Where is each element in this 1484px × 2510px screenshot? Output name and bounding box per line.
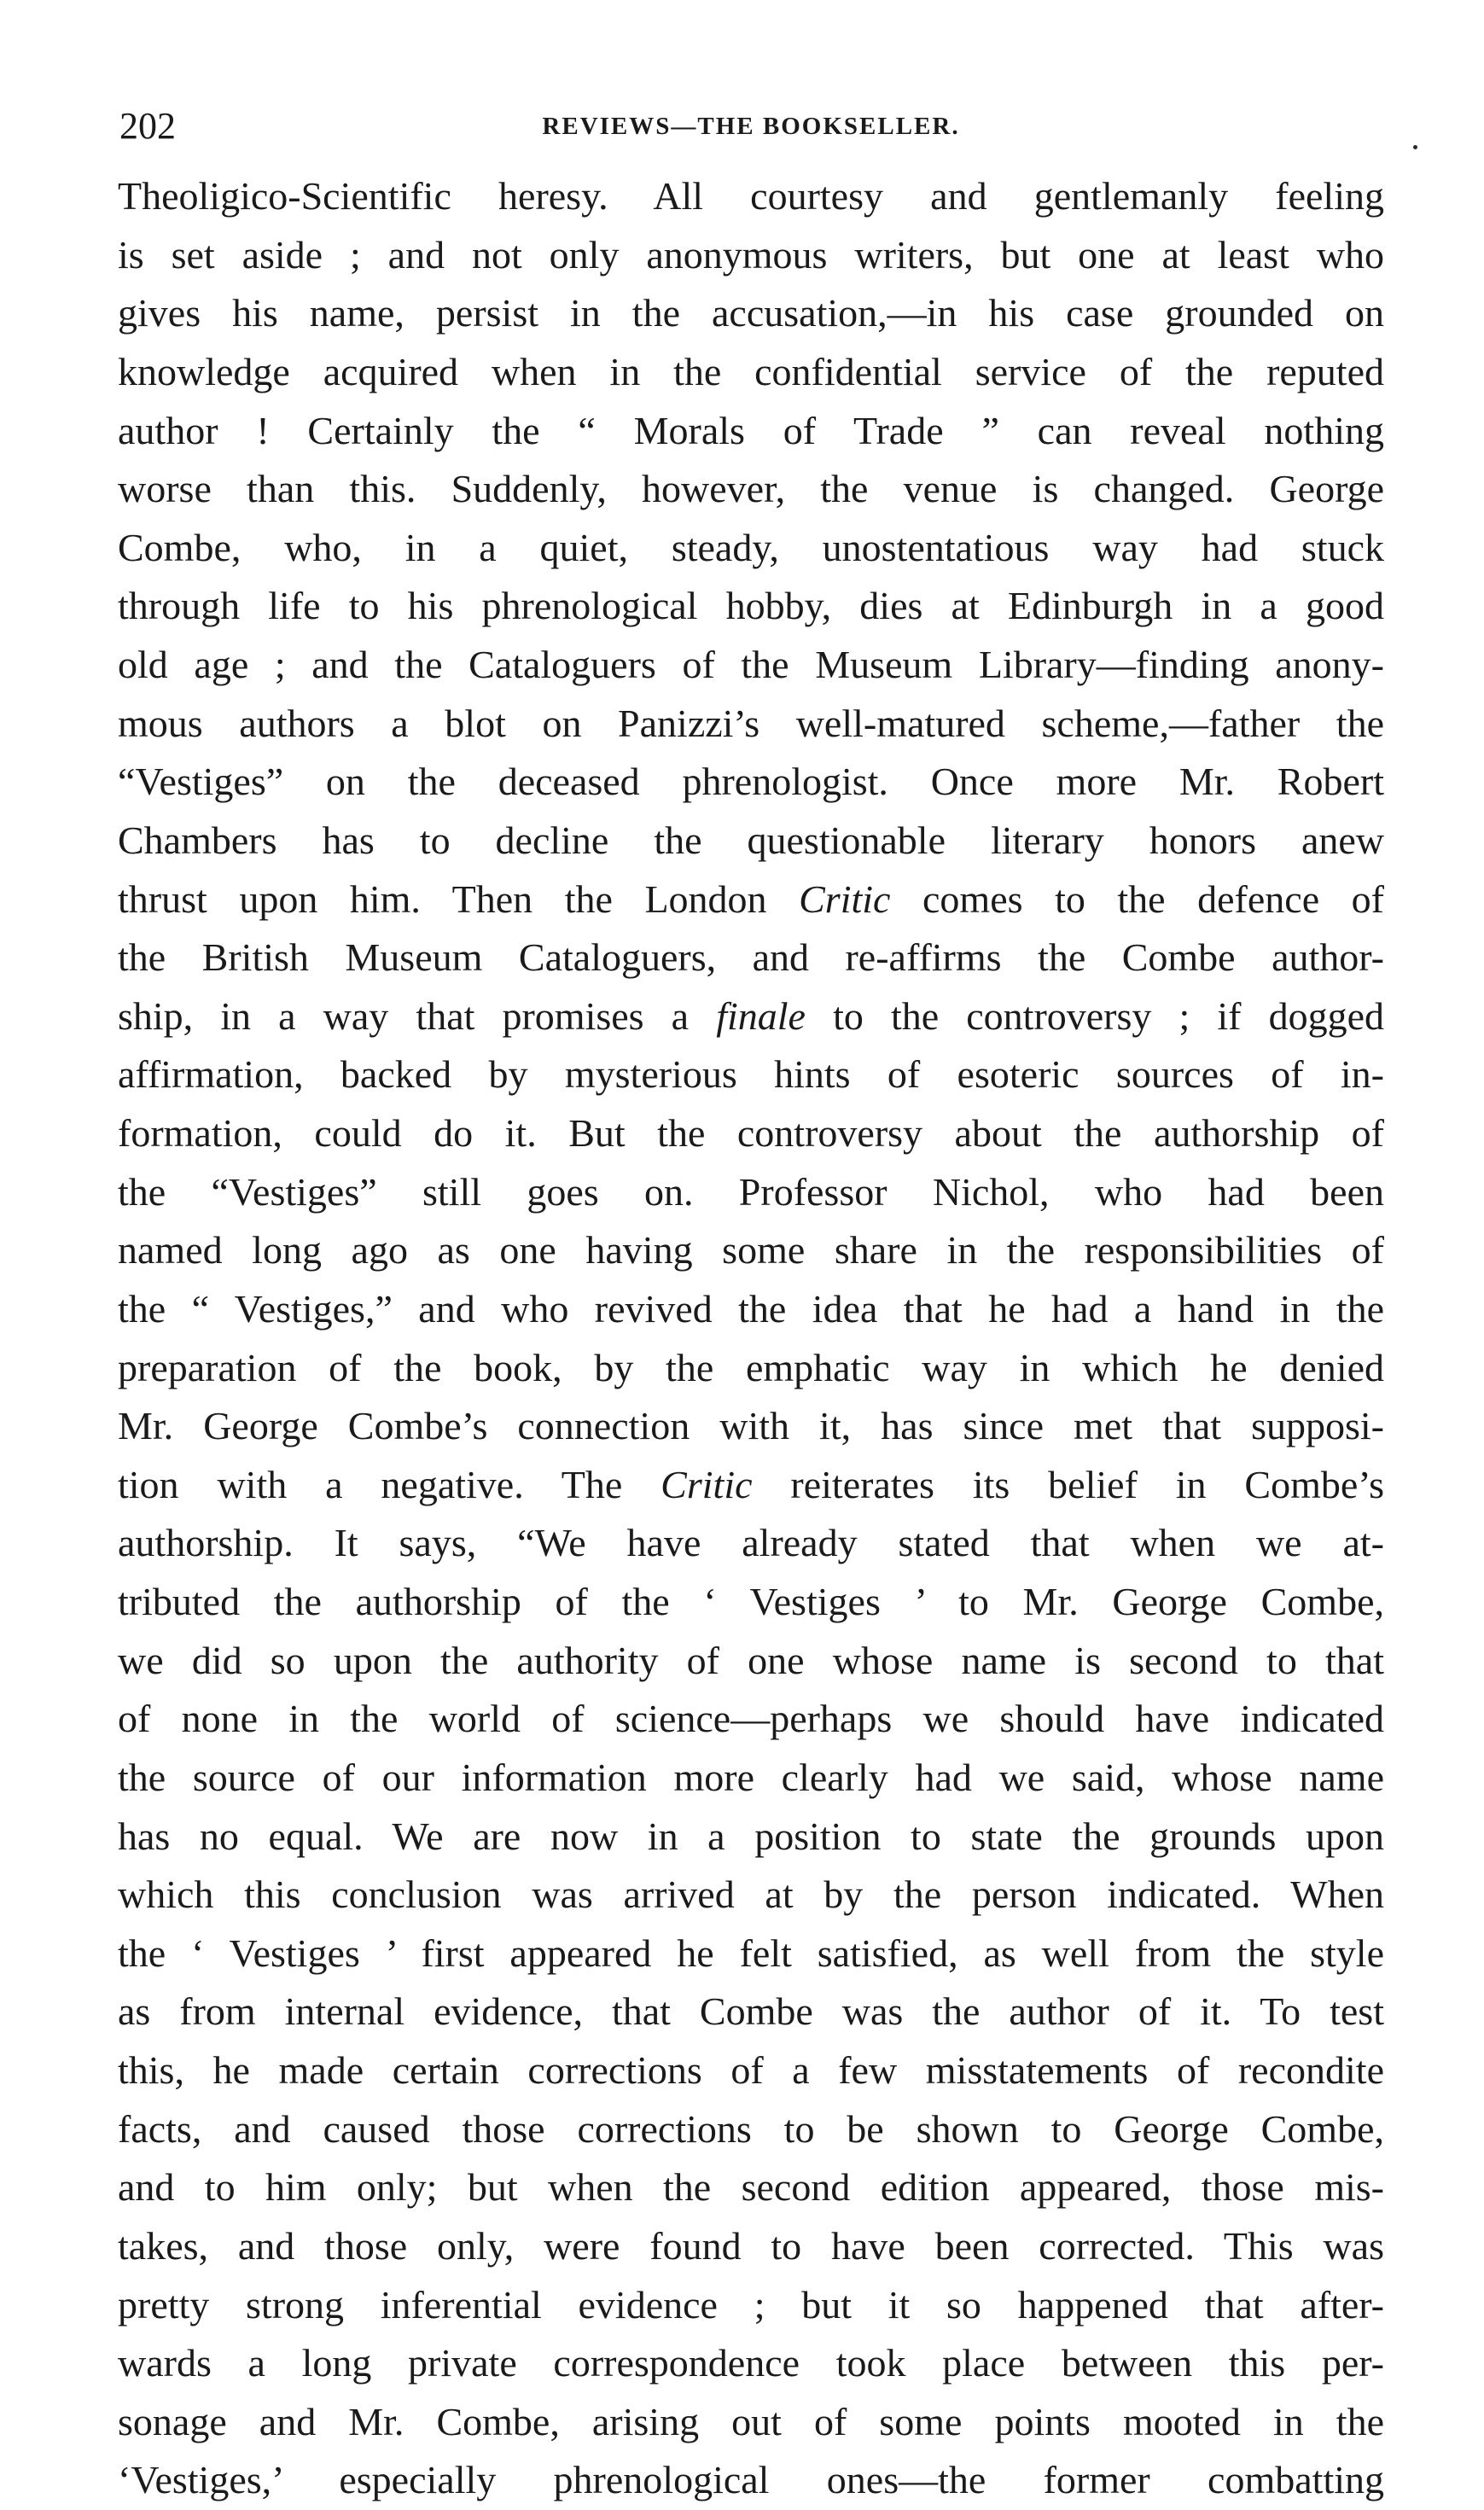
text-line [118, 519, 1384, 578]
text-run: preparation of the book, by the emphatic way in which he denied [118, 1345, 1384, 1389]
text-line [118, 2217, 1384, 2276]
text-run: the source of our information more clearly had we said, whose name [118, 1755, 1384, 1799]
text-line [118, 402, 1384, 461]
text-run: as from internal evidence, that Combe was the author of it. To test [118, 1989, 1384, 2034]
text-run: Combe, who, in a quiet, steady, unostentatious way had stuck [118, 525, 1384, 569]
text-line [118, 343, 1384, 402]
text-run: is set aside ; and not only anonymous writers, but one at least who [118, 232, 1384, 277]
text-run: worse than this. Suddenly, however, the venue is changed. George [118, 467, 1384, 511]
text-line [118, 1514, 1384, 1573]
text-run: has no equal. We are now in a position to state the grounds upon [118, 1814, 1384, 1858]
text-line [118, 1866, 1384, 1925]
text-run: comes to the defence of [890, 876, 1384, 921]
text-run: tributed the authorship of the ‘ Vestiges ’ to Mr. George Combe, [118, 1580, 1384, 1623]
text-line [118, 2393, 1384, 2452]
text-line [118, 636, 1384, 695]
text-run: thrust upon him. Then the London [118, 876, 800, 921]
text-run: wards a long private correspondence took place between this per- [118, 2341, 1384, 2385]
text-run: affirmation, backed by mysterious hints of esoteric sources of in- [118, 1052, 1384, 1097]
text-run: the “ Vestiges,” and who revived the idea that he had a hand in the [118, 1286, 1384, 1331]
text-line [118, 929, 1384, 987]
text-line [118, 577, 1384, 636]
text-run: facts, and caused those corrections to be shown to George Combe, [118, 2106, 1384, 2151]
italic-title: finale [716, 993, 806, 1038]
text-line [118, 1983, 1384, 2041]
text-run: of none in the world of science—perhaps we should have indicated [118, 1697, 1384, 1741]
text-line [118, 226, 1384, 285]
italic-title: Critic [799, 876, 891, 921]
text-line [118, 2276, 1384, 2335]
running-title: REVIEWS—THE BOOKSELLER. [542, 113, 960, 140]
text-run: we did so upon the authority of one whose name is second to that [118, 1638, 1384, 1682]
text-line [118, 2100, 1384, 2159]
text-run: to the controversy ; if dogged [805, 993, 1384, 1038]
text-line [118, 1339, 1384, 1398]
page-number: 202 [119, 105, 176, 147]
text-line [118, 1163, 1384, 1222]
text-run: which this conclusion was arrived at by the person indicated. When [118, 1872, 1384, 1917]
text-line [118, 695, 1384, 754]
text-run: tion with a negative. The [118, 1462, 661, 1506]
text-run: this, he made certain corrections of a few misstatements of recondite [118, 2048, 1384, 2092]
ink-speck [1413, 145, 1417, 149]
text-line [118, 2451, 1384, 2510]
text-run: named long ago as one having some share in the responsibilities of [118, 1228, 1384, 1272]
text-run: mous authors a blot on Panizzi’s well-matured scheme,—father the [118, 701, 1384, 745]
text-line [118, 460, 1384, 519]
text-line [118, 1632, 1384, 1691]
text-run: ship, in a way that promises a [118, 993, 717, 1038]
text-line [118, 871, 1384, 929]
text-line [118, 812, 1384, 871]
text-line [118, 1280, 1384, 1339]
running-head [119, 101, 1382, 152]
text-run: author ! Certainly the “ Morals of Trade ” can reveal nothing [118, 408, 1384, 452]
text-run: formation, could do it. But the controversy about the authorship of [118, 1111, 1384, 1155]
text-line [118, 753, 1384, 812]
body-text [118, 167, 1384, 2510]
text-line [118, 1104, 1384, 1163]
text-run: pretty strong inferential evidence ; but it so happened that after- [118, 2282, 1384, 2327]
text-run: sonage and Mr. Combe, arising out of some points mooted in the [118, 2399, 1384, 2443]
text-run: Chambers has to decline the questionable literary honors anew [118, 818, 1384, 862]
text-run: and to him only; but when the second edition appeared, those mis- [118, 2165, 1384, 2210]
text-line [118, 1045, 1384, 1104]
text-run: Mr. George Combe’s connection with it, has since met that supposi- [118, 1404, 1384, 1448]
text-line [118, 1573, 1384, 1632]
text-line [118, 1749, 1384, 1808]
text-run: gives his name, persist in the accusation,—in his case grounded on [118, 291, 1384, 335]
text-line [118, 2158, 1384, 2217]
text-run: through life to his phrenological hobby, dies at Edinburgh in a good [118, 584, 1384, 628]
text-line [118, 2334, 1384, 2393]
text-run: knowledge acquired when in the confidential service of the reputed [118, 349, 1384, 393]
text-run: ‘Vestiges,’ especially phrenological ones—the former combatting [118, 2458, 1384, 2502]
text-run: the ‘ Vestiges ’ first appeared he felt satisfied, as well from the style [118, 1931, 1384, 1975]
text-line [118, 284, 1384, 343]
text-run: old age ; and the Cataloguers of the Museum Library—finding anony- [118, 643, 1384, 686]
text-run: authorship. It says, “We have already stated that when we at- [118, 1521, 1384, 1565]
italic-title: Critic [661, 1462, 753, 1506]
text-line [118, 1808, 1384, 1866]
text-run: Theoligico-Scientific heresy. All courtesy and gentlemanly feeling [118, 174, 1384, 218]
text-line [118, 2041, 1384, 2100]
text-run: reiterates its belief in Combe’s [752, 1462, 1384, 1506]
text-line [118, 167, 1384, 226]
text-run: the British Museum Cataloguers, and re-affirms the Combe author- [118, 935, 1384, 980]
text-line [118, 1397, 1384, 1456]
text-line [118, 1456, 1384, 1515]
text-line [118, 987, 1384, 1046]
text-line [118, 1221, 1384, 1280]
text-line [118, 1925, 1384, 1983]
text-run: the “Vestiges” still goes on. Professor Nichol, who had been [118, 1169, 1384, 1214]
text-run: “Vestiges” on the deceased phrenologist. Once more Mr. Robert [118, 760, 1384, 804]
text-line [118, 1690, 1384, 1749]
text-run: takes, and those only, were found to have been corrected. This was [118, 2223, 1384, 2268]
